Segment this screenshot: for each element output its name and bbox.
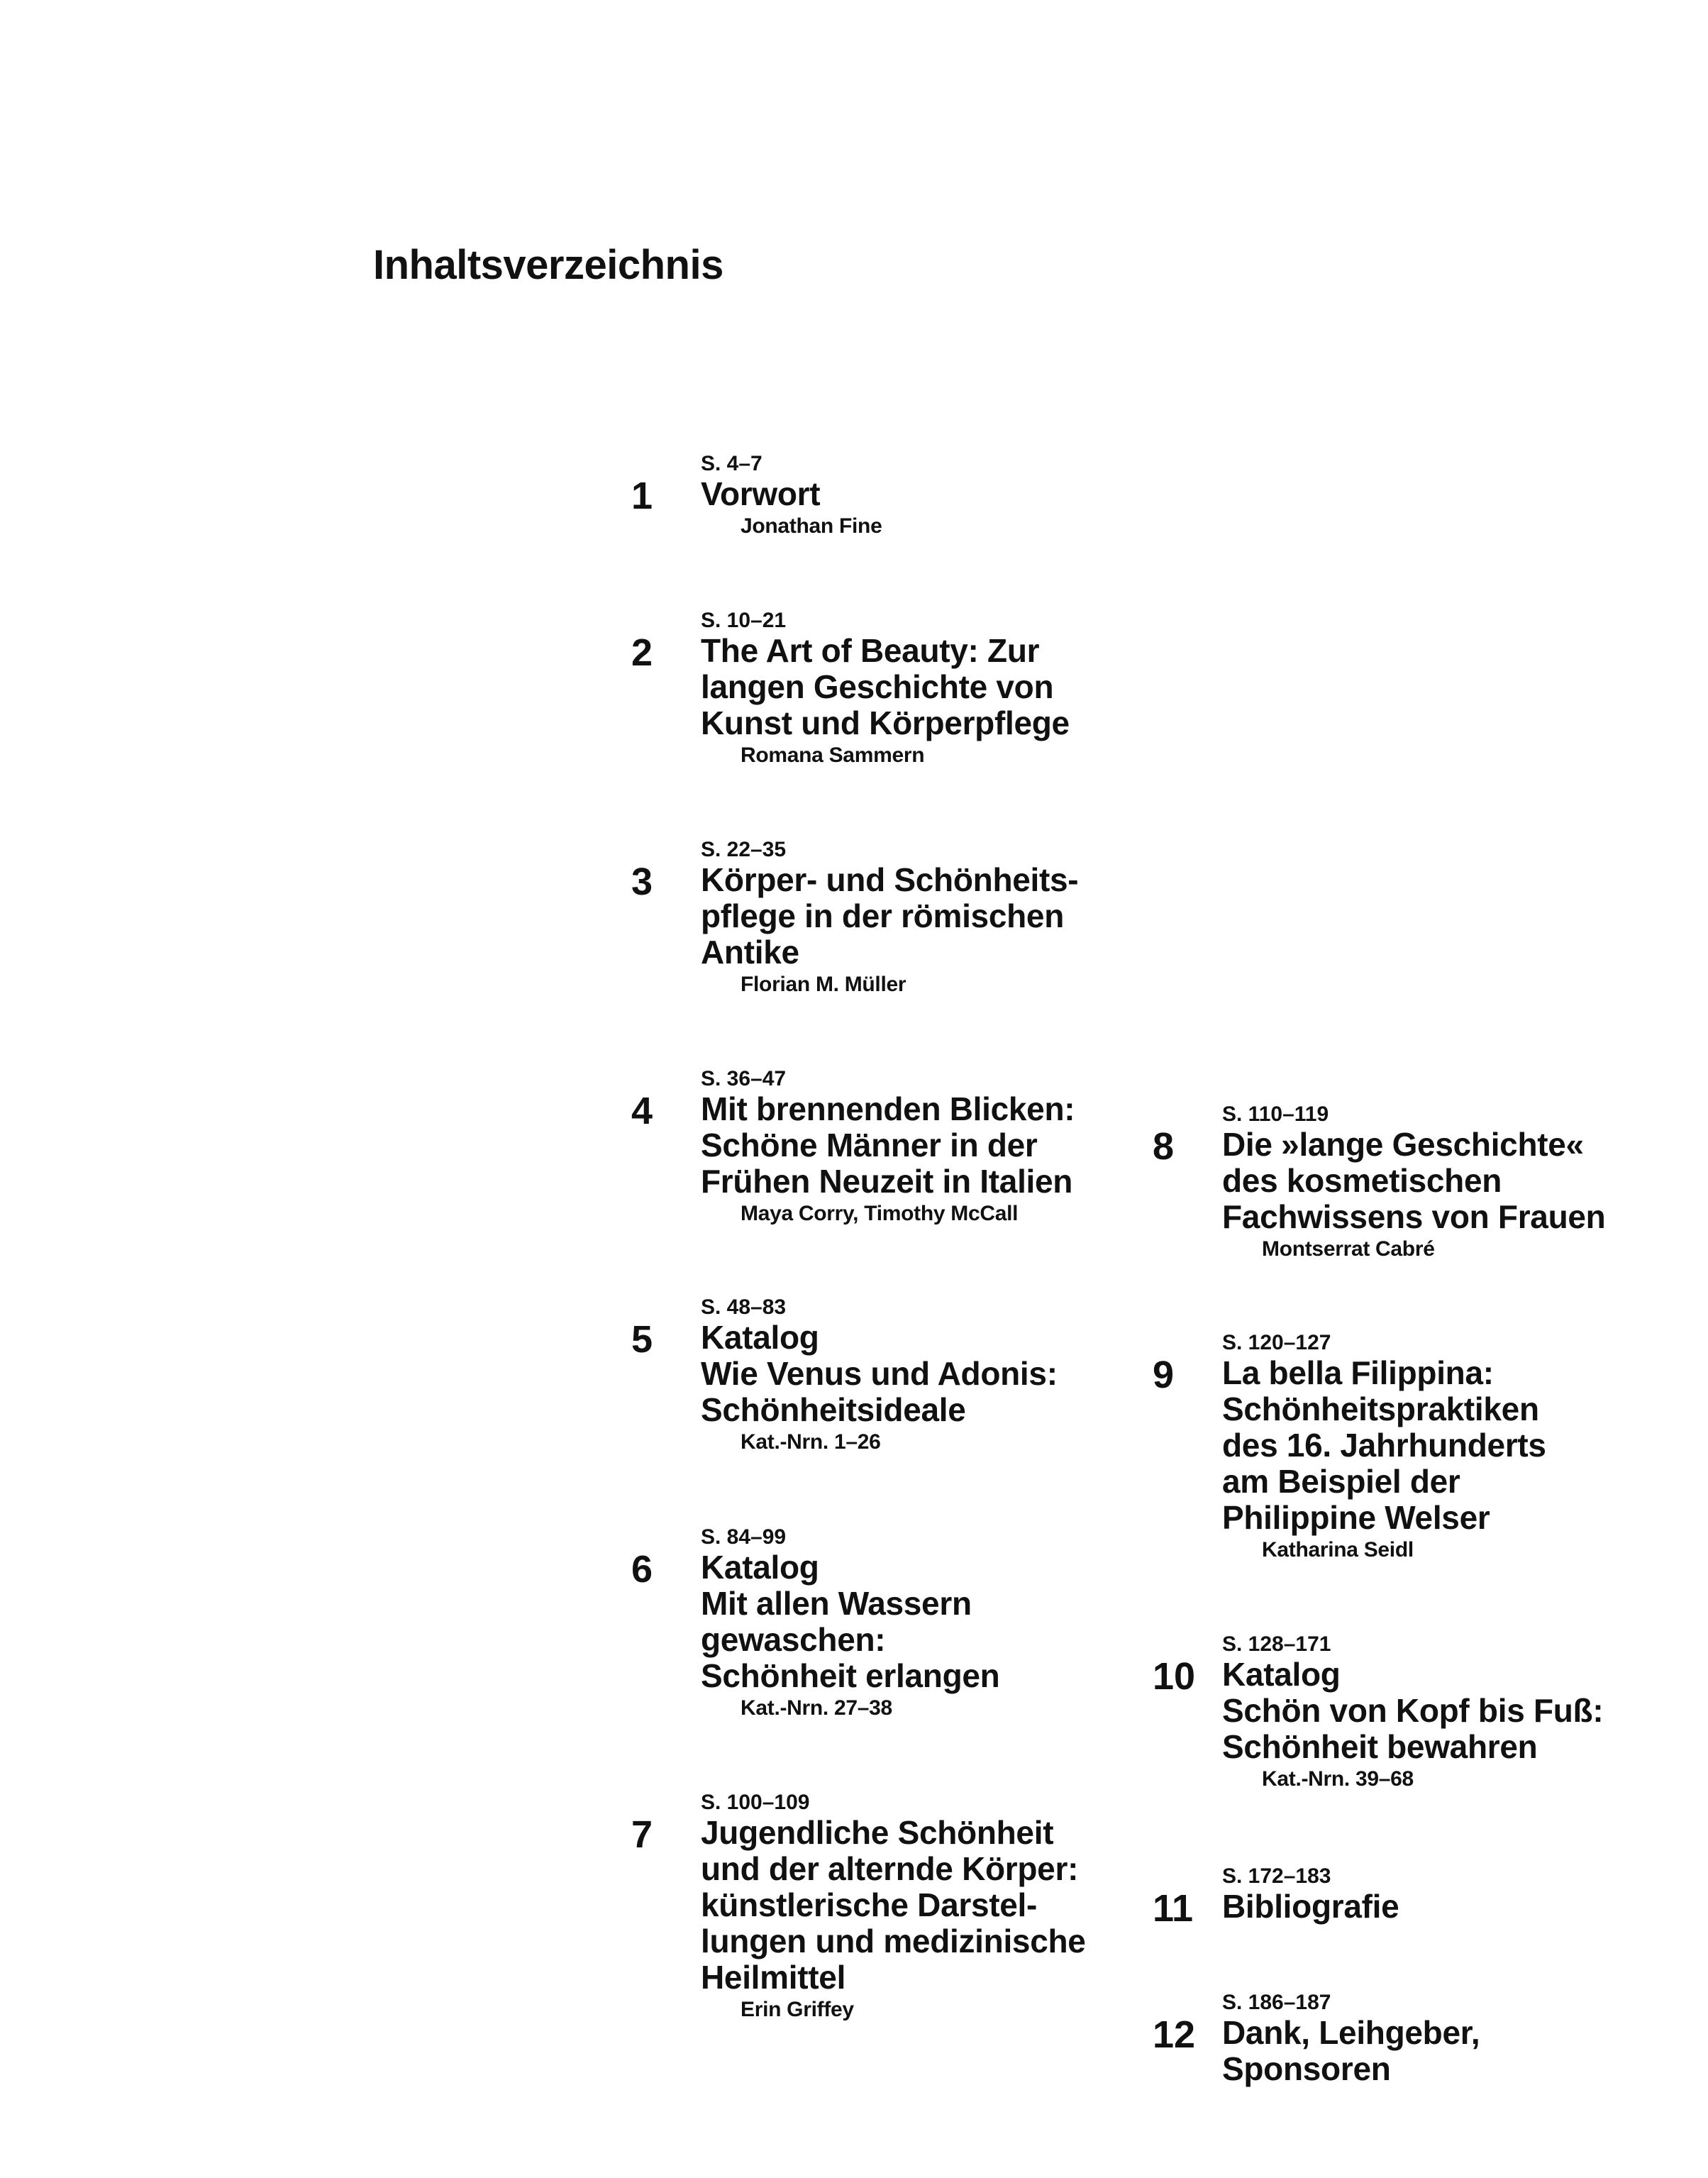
entry-pages: S. 4–7 bbox=[701, 452, 762, 475]
entry-title bbox=[1222, 1657, 1603, 1792]
entry-pages: S. 100–109 bbox=[701, 1791, 810, 1814]
entry-title bbox=[701, 862, 1078, 997]
entry-number: 8 bbox=[1153, 1125, 1175, 1168]
entry-pages: S. 84–99 bbox=[701, 1525, 787, 1549]
entry-number: 6 bbox=[631, 1548, 653, 1591]
entry-title-line: Schönheitsideale bbox=[701, 1391, 966, 1428]
entry-author: Kat.-Nrn. 27–38 bbox=[741, 1696, 892, 1720]
entry-pages: S. 186–187 bbox=[1222, 1991, 1331, 2014]
entry-title bbox=[1222, 2015, 1480, 2087]
entry-pages: S. 128–171 bbox=[1222, 1632, 1331, 1656]
entry-author: Maya Corry, Timothy McCall bbox=[741, 1202, 1019, 1225]
entry-title-line: Mit brennenden Blicken: bbox=[701, 1090, 1075, 1127]
entry-title-line: und der alternde Körper: bbox=[701, 1850, 1079, 1887]
entry-title bbox=[701, 1320, 1058, 1455]
entry-pages: S. 36–47 bbox=[701, 1067, 787, 1090]
entry-title-line: Schönheit bewahren bbox=[1222, 1728, 1538, 1765]
entry-number: 7 bbox=[631, 1813, 653, 1856]
entry-number: 9 bbox=[1153, 1354, 1175, 1396]
entry-title-line: Schönheit erlangen bbox=[701, 1657, 1000, 1694]
entry-title bbox=[701, 476, 882, 539]
entry-number: 11 bbox=[1153, 1887, 1194, 1930]
entry-title-line: Philippine Welser bbox=[1222, 1499, 1490, 1536]
entry-title-line: Frühen Neuzeit in Italien bbox=[701, 1163, 1073, 1200]
entry-title-line: Katalog bbox=[701, 1319, 819, 1356]
entry-title bbox=[701, 1091, 1075, 1227]
entry-pages: S. 120–127 bbox=[1222, 1331, 1331, 1354]
entry-title-line: Katalog bbox=[701, 1549, 819, 1586]
entry-title-line: Die »lange Geschichte« bbox=[1222, 1126, 1584, 1163]
entry-pages: S. 48–83 bbox=[701, 1295, 787, 1319]
entry-number: 4 bbox=[631, 1090, 653, 1132]
entry-title-line: Dank, Leihgeber, bbox=[1222, 2014, 1480, 2051]
entry-title-line: künstlerische Darstel- bbox=[701, 1886, 1038, 1923]
entry-title bbox=[701, 1549, 999, 1721]
entry-pages: S. 22–35 bbox=[701, 838, 787, 861]
entry-author: Montserrat Cabré bbox=[1262, 1237, 1435, 1261]
entry-title-line: Jugendliche Schönheit bbox=[701, 1814, 1054, 1851]
entry-title bbox=[1222, 1355, 1546, 1563]
entry-title-line: Schönheitspraktiken bbox=[1222, 1391, 1539, 1427]
entry-title bbox=[1222, 1127, 1605, 1262]
entry-title-line: Schön von Kopf bis Fuß: bbox=[1222, 1692, 1604, 1729]
entry-author: Kat.-Nrn. 39–68 bbox=[1262, 1767, 1414, 1791]
entry-pages: S. 172–183 bbox=[1222, 1864, 1331, 1888]
entry-title-line: Wie Venus und Adonis: bbox=[701, 1355, 1058, 1392]
entry-title-line: Bibliografie bbox=[1222, 1888, 1399, 1925]
entry-title bbox=[1222, 1889, 1399, 1925]
entry-number: 5 bbox=[631, 1318, 653, 1361]
entry-title-line: La bella Filippina: bbox=[1222, 1354, 1494, 1391]
entry-number: 2 bbox=[631, 631, 653, 674]
entry-title-line: Vorwort bbox=[701, 475, 821, 512]
entry-number: 3 bbox=[631, 861, 653, 903]
entry-title-line: Körper- und Schönheits- bbox=[701, 861, 1079, 898]
entry-title-line: Schöne Männer in der bbox=[701, 1127, 1038, 1163]
page-title: Inhaltsverzeichnis bbox=[373, 242, 723, 288]
entry-pages: S. 10–21 bbox=[701, 609, 787, 632]
entry-title-line: langen Geschichte von bbox=[701, 668, 1054, 705]
entry-author: Erin Griffey bbox=[741, 1998, 854, 2021]
entry-title-line: lungen und medizinische bbox=[701, 1923, 1086, 1959]
entry-title-line: Heilmittel bbox=[701, 1959, 846, 1996]
entry-title bbox=[701, 1815, 1086, 2023]
entry-author: Katharina Seidl bbox=[1262, 1538, 1414, 1561]
entry-number: 10 bbox=[1153, 1655, 1196, 1698]
entry-author: Florian M. Müller bbox=[741, 973, 906, 996]
entry-title-line: Antike bbox=[701, 934, 799, 971]
entry-number: 12 bbox=[1153, 2013, 1196, 2056]
entry-title-line: pflege in der römischen bbox=[701, 897, 1064, 934]
entry-title bbox=[701, 633, 1070, 768]
entry-title-line: The Art of Beauty: Zur bbox=[701, 632, 1040, 669]
entry-title-line: Katalog bbox=[1222, 1656, 1341, 1693]
entry-pages: S. 110–119 bbox=[1222, 1102, 1329, 1126]
entry-title-line: Mit allen Wassern bbox=[701, 1585, 972, 1622]
entry-title-line: des kosmetischen bbox=[1222, 1162, 1502, 1199]
entry-number: 1 bbox=[631, 475, 653, 517]
entry-author: Jonathan Fine bbox=[741, 514, 882, 538]
entry-title-line: am Beispiel der bbox=[1222, 1463, 1460, 1500]
entry-author: Kat.-Nrn. 1–26 bbox=[741, 1430, 881, 1454]
entry-author: Romana Sammern bbox=[741, 743, 925, 767]
entry-title-line: Kunst und Körperpflege bbox=[701, 704, 1070, 741]
entry-title-line: gewaschen: bbox=[701, 1621, 886, 1658]
entry-title-line: Sponsoren bbox=[1222, 2050, 1391, 2087]
entry-title-line: des 16. Jahrhunderts bbox=[1222, 1427, 1546, 1464]
entry-title-line: Fachwissens von Frauen bbox=[1222, 1198, 1606, 1235]
